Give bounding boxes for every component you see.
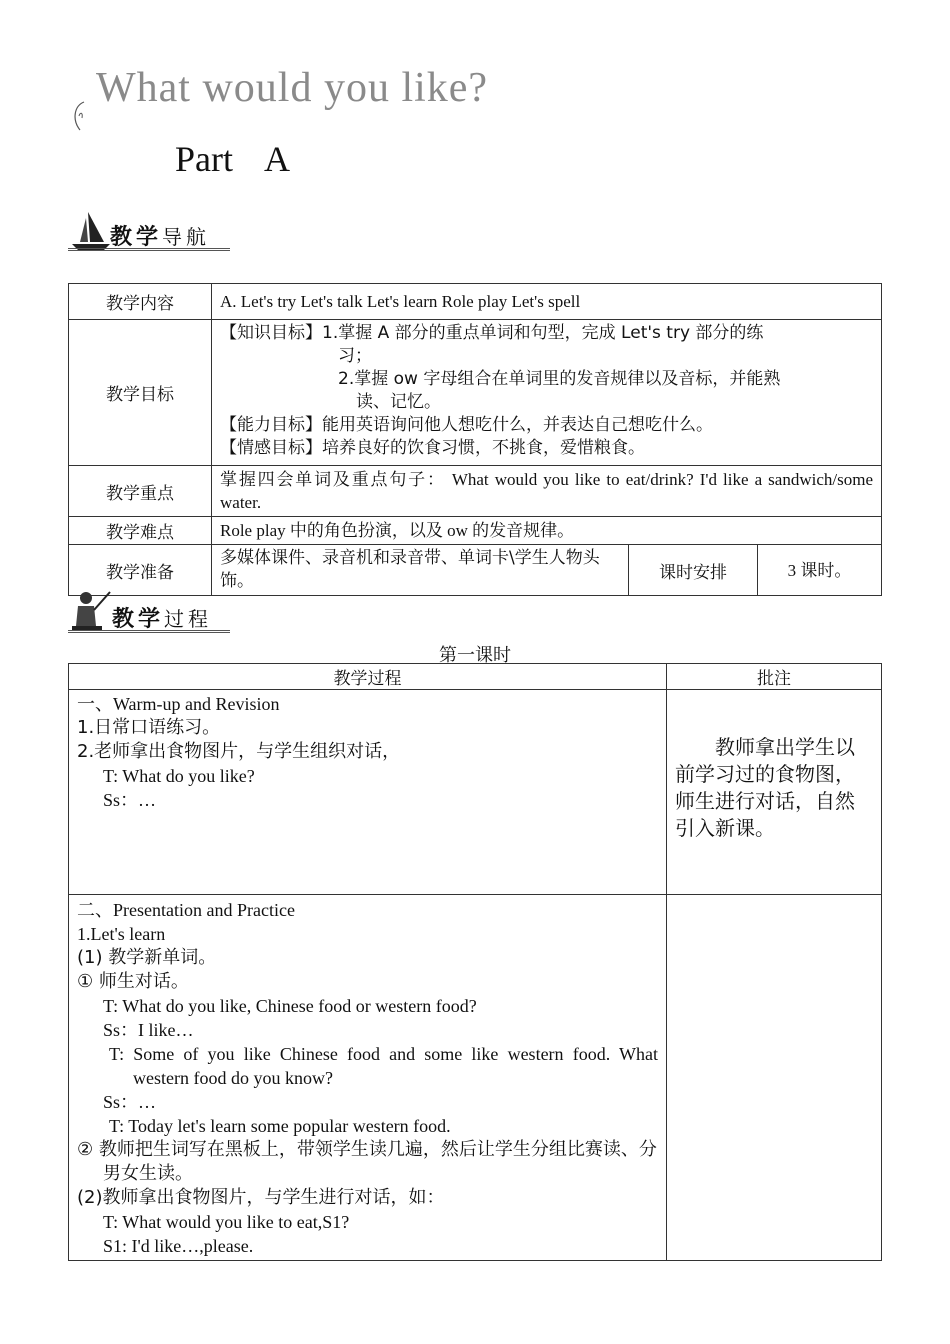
- banner-light-text: 导航: [162, 225, 211, 249]
- goal-knowledge-1: 【知识目标】1.掌握 A 部分的重点单词和句型，完成 Let's try 部分的练: [220, 323, 764, 343]
- teacher-with-pointer-icon: [68, 588, 112, 634]
- overview-table: [68, 283, 882, 596]
- presentation-heading: 二、Presentation and Practice: [77, 900, 295, 920]
- warmup-line: 2.老师拿出食物图片，与学生组织对话，: [77, 741, 401, 762]
- content-value: A. Let's try Let's talk Let's learn Role play Let's spell: [212, 284, 882, 320]
- warmup-line: 1.日常口语练习。: [77, 717, 221, 738]
- preparation-label: 教学准备: [69, 545, 212, 596]
- presentation-line: 1.Let's learn: [77, 924, 166, 944]
- banner-bold-text: 教学: [110, 225, 163, 250]
- schedule-value: 3 课时。: [758, 545, 882, 596]
- presentation-line: Ss：I like…: [103, 1020, 194, 1040]
- lesson-caption: 第一课时: [439, 645, 511, 666]
- presentation-line: (2)教师拿出食物图片，与学生进行对话，如：: [77, 1187, 445, 1208]
- presentation-line: ② 教师把生词写在黑板上，带领学生读几遍，然后让学生分组比赛读、分男女生读。: [77, 1139, 657, 1184]
- presentation-line: T: Some of you like Chinese food and some like western food. What western food do you know?: [109, 1044, 658, 1088]
- warmup-line: Ss：…: [103, 790, 157, 810]
- presentation-line: T: What would you like to eat,S1?: [103, 1212, 350, 1232]
- process-column-header: 教学过程: [69, 664, 667, 690]
- banner-underline: [68, 630, 230, 633]
- presentation-line: T: Today let's learn some popular western food.: [109, 1116, 451, 1136]
- goal-knowledge-2: 2.掌握 ow 字母组合在单词里的发音规律以及音标，并能熟: [338, 369, 781, 389]
- decorative-curl-icon: [70, 98, 88, 134]
- goal-emotion: 【情感目标】培养良好的饮食习惯，不挑食，爱惜粮食。: [220, 438, 645, 458]
- warmup-line: T: What do you like?: [103, 766, 255, 786]
- process-table: [68, 663, 882, 1261]
- presentation-note: [667, 895, 882, 1261]
- banner-light-text: 过程: [164, 607, 213, 631]
- goal-knowledge-2b: 读、记忆。: [356, 392, 441, 412]
- difficulty-value: Role play 中的角色扮演，以及 ow 的发音规律。: [212, 517, 882, 545]
- goal-ability: 【能力目标】能用英语询问他人想吃什么，并表达自己想吃什么。: [220, 415, 713, 435]
- presentation-line: ① 师生对话。: [77, 971, 189, 992]
- presentation-line: Ss：…: [103, 1092, 157, 1112]
- schedule-label: 课时安排: [629, 545, 758, 596]
- key-points-label: 教学重点: [69, 466, 212, 517]
- difficulty-label: 教学难点: [69, 517, 212, 545]
- preparation-value: 多媒体课件、录音机和录音带、单词卡\学生人物头饰。: [212, 545, 629, 596]
- banner-bold-text: 教学: [112, 607, 165, 632]
- banner-underline: [68, 248, 230, 251]
- warmup-heading: 一、Warm-up and Revision: [77, 694, 280, 714]
- content-label: 教学内容: [69, 284, 212, 320]
- notes-column-header: 批注: [667, 664, 882, 690]
- presentation-line: (1) 教学新单词。: [77, 947, 217, 968]
- presentation-line: S1: I'd like…,please.: [103, 1236, 254, 1256]
- goals-value: [212, 320, 882, 466]
- presentation-line: T: What do you like, Chinese food or western food?: [103, 996, 477, 1016]
- goal-knowledge-1b: 习；: [338, 346, 372, 366]
- banner-teaching-process: [68, 588, 238, 634]
- goals-label: 教学目标: [69, 320, 212, 466]
- warmup-cell: [69, 690, 667, 895]
- warmup-note: 教师拿出学生以前学习过的食物图，师生进行对话，自然引入新课。: [667, 690, 882, 895]
- banner-teaching-guide: [68, 208, 238, 254]
- key-points-value: 掌握四会单词及重点句子： What would you like to eat/drink? I'd like a sandwich/some water.: [212, 466, 882, 517]
- page-subtitle: Part A: [175, 139, 291, 179]
- presentation-cell: [69, 895, 667, 1261]
- page-title: What would you like?: [96, 65, 489, 111]
